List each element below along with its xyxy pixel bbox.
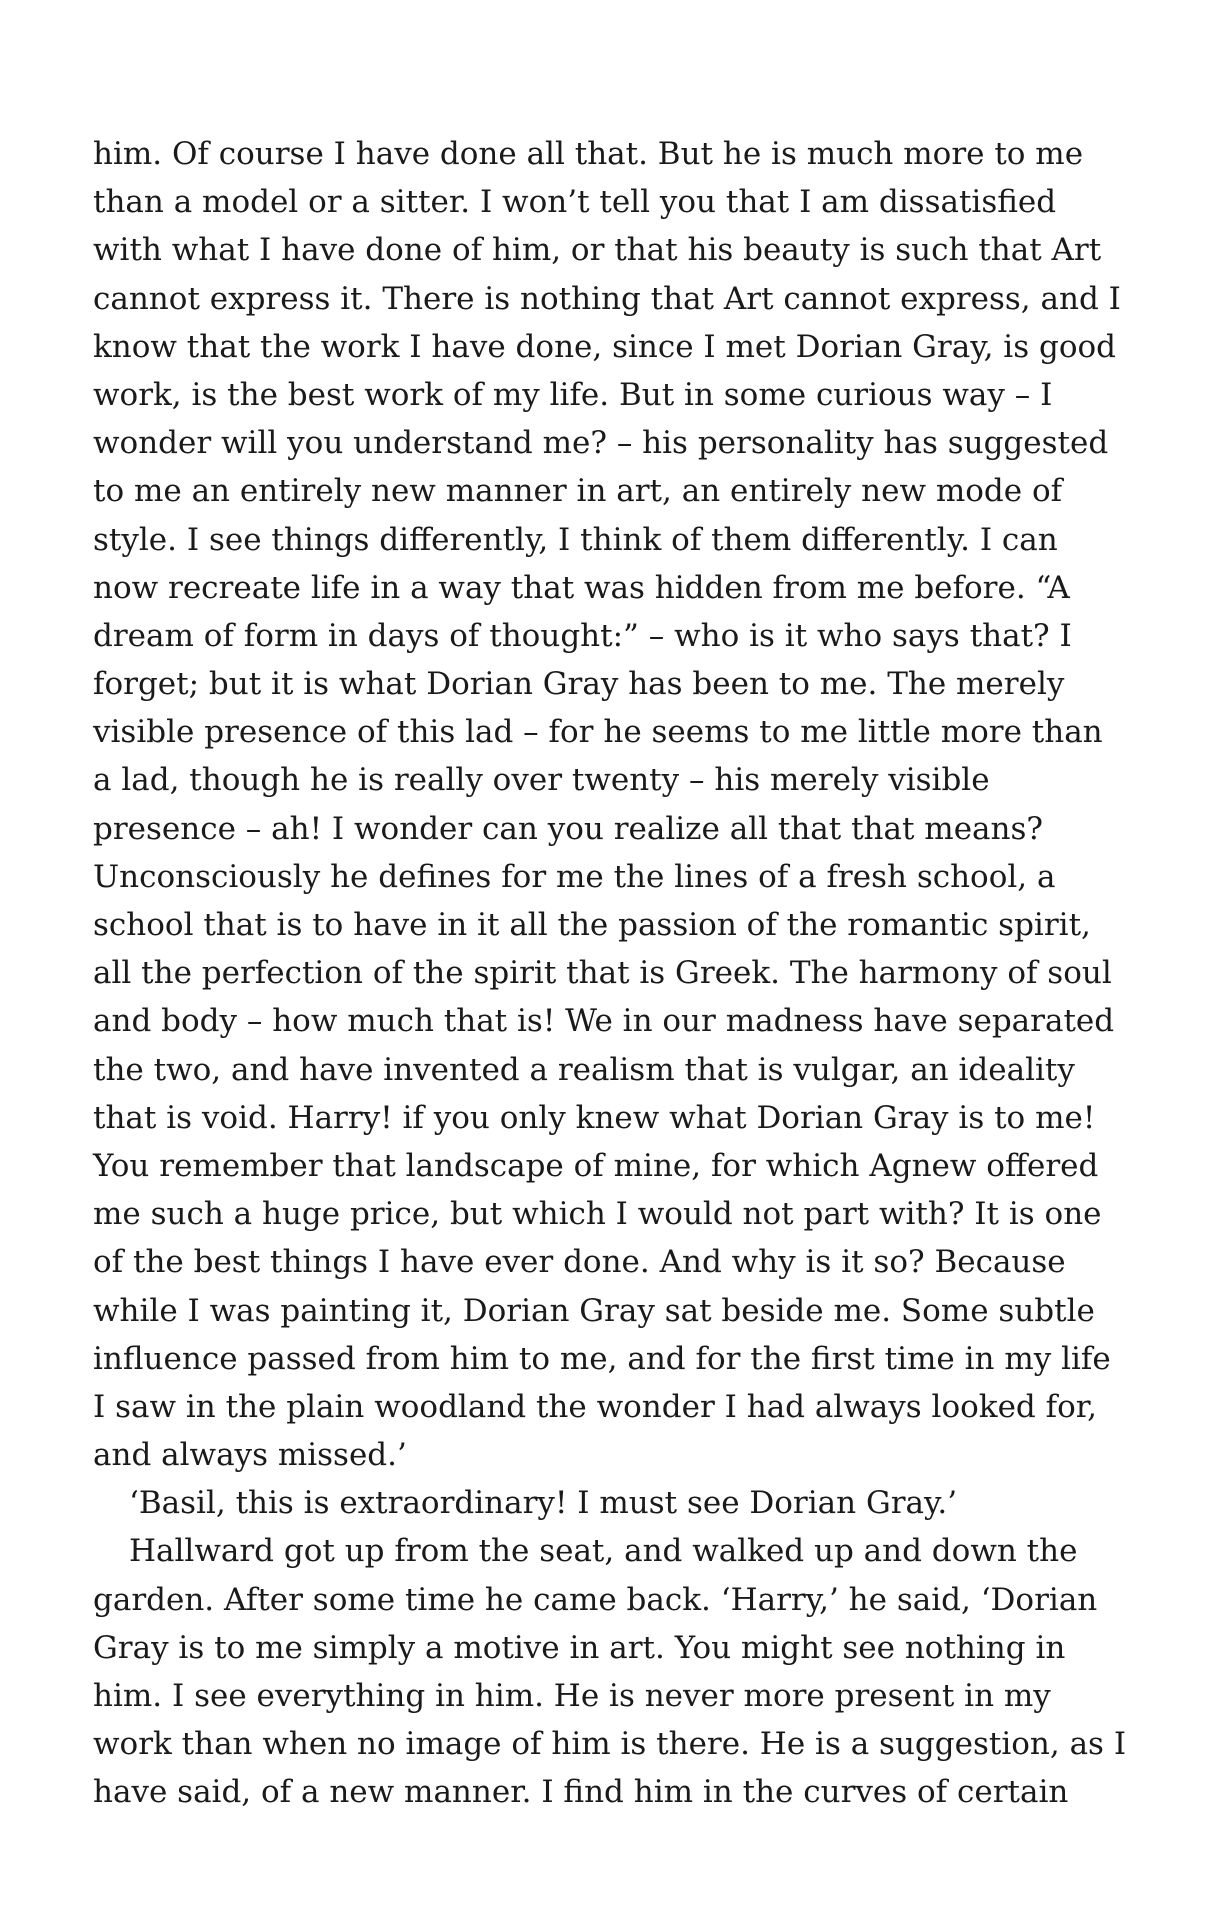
text-line: dream of form in days of thought:” – who is it who says that? I <box>93 617 1072 654</box>
text-line: him. Of course I have done all that. But he is much more to me <box>93 136 1084 172</box>
text-line: garden. After some time he came back. ‘Harry,’ he said, ‘Dorian <box>93 1581 1098 1618</box>
text-line: while I was painting it, Dorian Gray sat beside me. Some subtle <box>93 1292 1095 1329</box>
text-line: school that is to have in it all the passion of the romantic spirit, <box>93 907 1091 943</box>
text-line: that is void. Harry! if you only knew what Dorian Gray is to me! <box>93 1099 1096 1136</box>
text-line: work than when no image of him is there. He is a suggestion, as I <box>93 1726 1127 1763</box>
text-line: presence – ah! I wonder can you realize all that that means? <box>93 810 1044 847</box>
text-line: him. I see everything in him. He is never more present in my <box>93 1678 1051 1714</box>
text-line: visible presence of this lad – for he seems to me little more than <box>93 714 1103 751</box>
text-line: style. I see things differently, I think of them differently. I can <box>93 521 1058 558</box>
body-text <box>93 130 1138 1817</box>
text-line: to me an entirely new manner in art, an entirely new mode of <box>93 473 1063 510</box>
text-line: a lad, though he is really over twenty – his merely visible <box>93 762 990 799</box>
text-line: Hallward got up from the seat, and walked up and down the <box>129 1533 1078 1570</box>
text-line: I saw in the plain woodland the wonder I had always looked for, <box>93 1388 1098 1425</box>
text-line: wonder will you understand me? – his personality has suggested <box>93 425 1109 462</box>
text-line: You remember that landscape of mine, for which Agnew offered <box>93 1147 1099 1184</box>
text-line: Gray is to me simply a motive in art. You might see nothing in <box>93 1629 1066 1666</box>
text-line: now recreate life in a way that was hidden from me before. “A <box>93 569 1070 606</box>
text-line: all the perfection of the spirit that is Greek. The harmony of soul <box>93 955 1112 992</box>
text-line: influence passed from him to me, and for the first time in my life <box>93 1340 1111 1377</box>
text-line: me such a huge price, but which I would not part with? It is one <box>93 1196 1102 1233</box>
text-line: and body – how much that is! We in our madness have separated <box>93 1003 1115 1040</box>
text-line: work, is the best work of my life. But in some curious way – I <box>93 376 1053 413</box>
text-line: have said, of a new manner. I find him in the curves of certain <box>93 1774 1069 1811</box>
text-line: ‘Basil, this is extraordinary! I must see Dorian Gray.’ <box>129 1485 958 1522</box>
text-line: of the best things I have ever done. And why is it so? Because <box>93 1244 1066 1281</box>
text-line: and always missed.’ <box>93 1437 407 1474</box>
text-line: know that the work I have done, since I met Dorian Gray, is good <box>93 328 1116 365</box>
text-line: Unconsciously he defines for me the lines of a fresh school, a <box>93 858 1056 895</box>
text-line: cannot express it. There is nothing that Art cannot express, and I <box>93 280 1121 317</box>
text-line: than a model or a sitter. I won’t tell you that I am dissatisfied <box>93 184 1057 221</box>
text-line: with what I have done of him, or that his beauty is such that Art <box>93 232 1102 269</box>
text-line: the two, and have invented a realism that is vulgar, an ideality <box>93 1051 1075 1088</box>
text-line: forget; but it is what Dorian Gray has been to me. The merely <box>93 666 1065 703</box>
